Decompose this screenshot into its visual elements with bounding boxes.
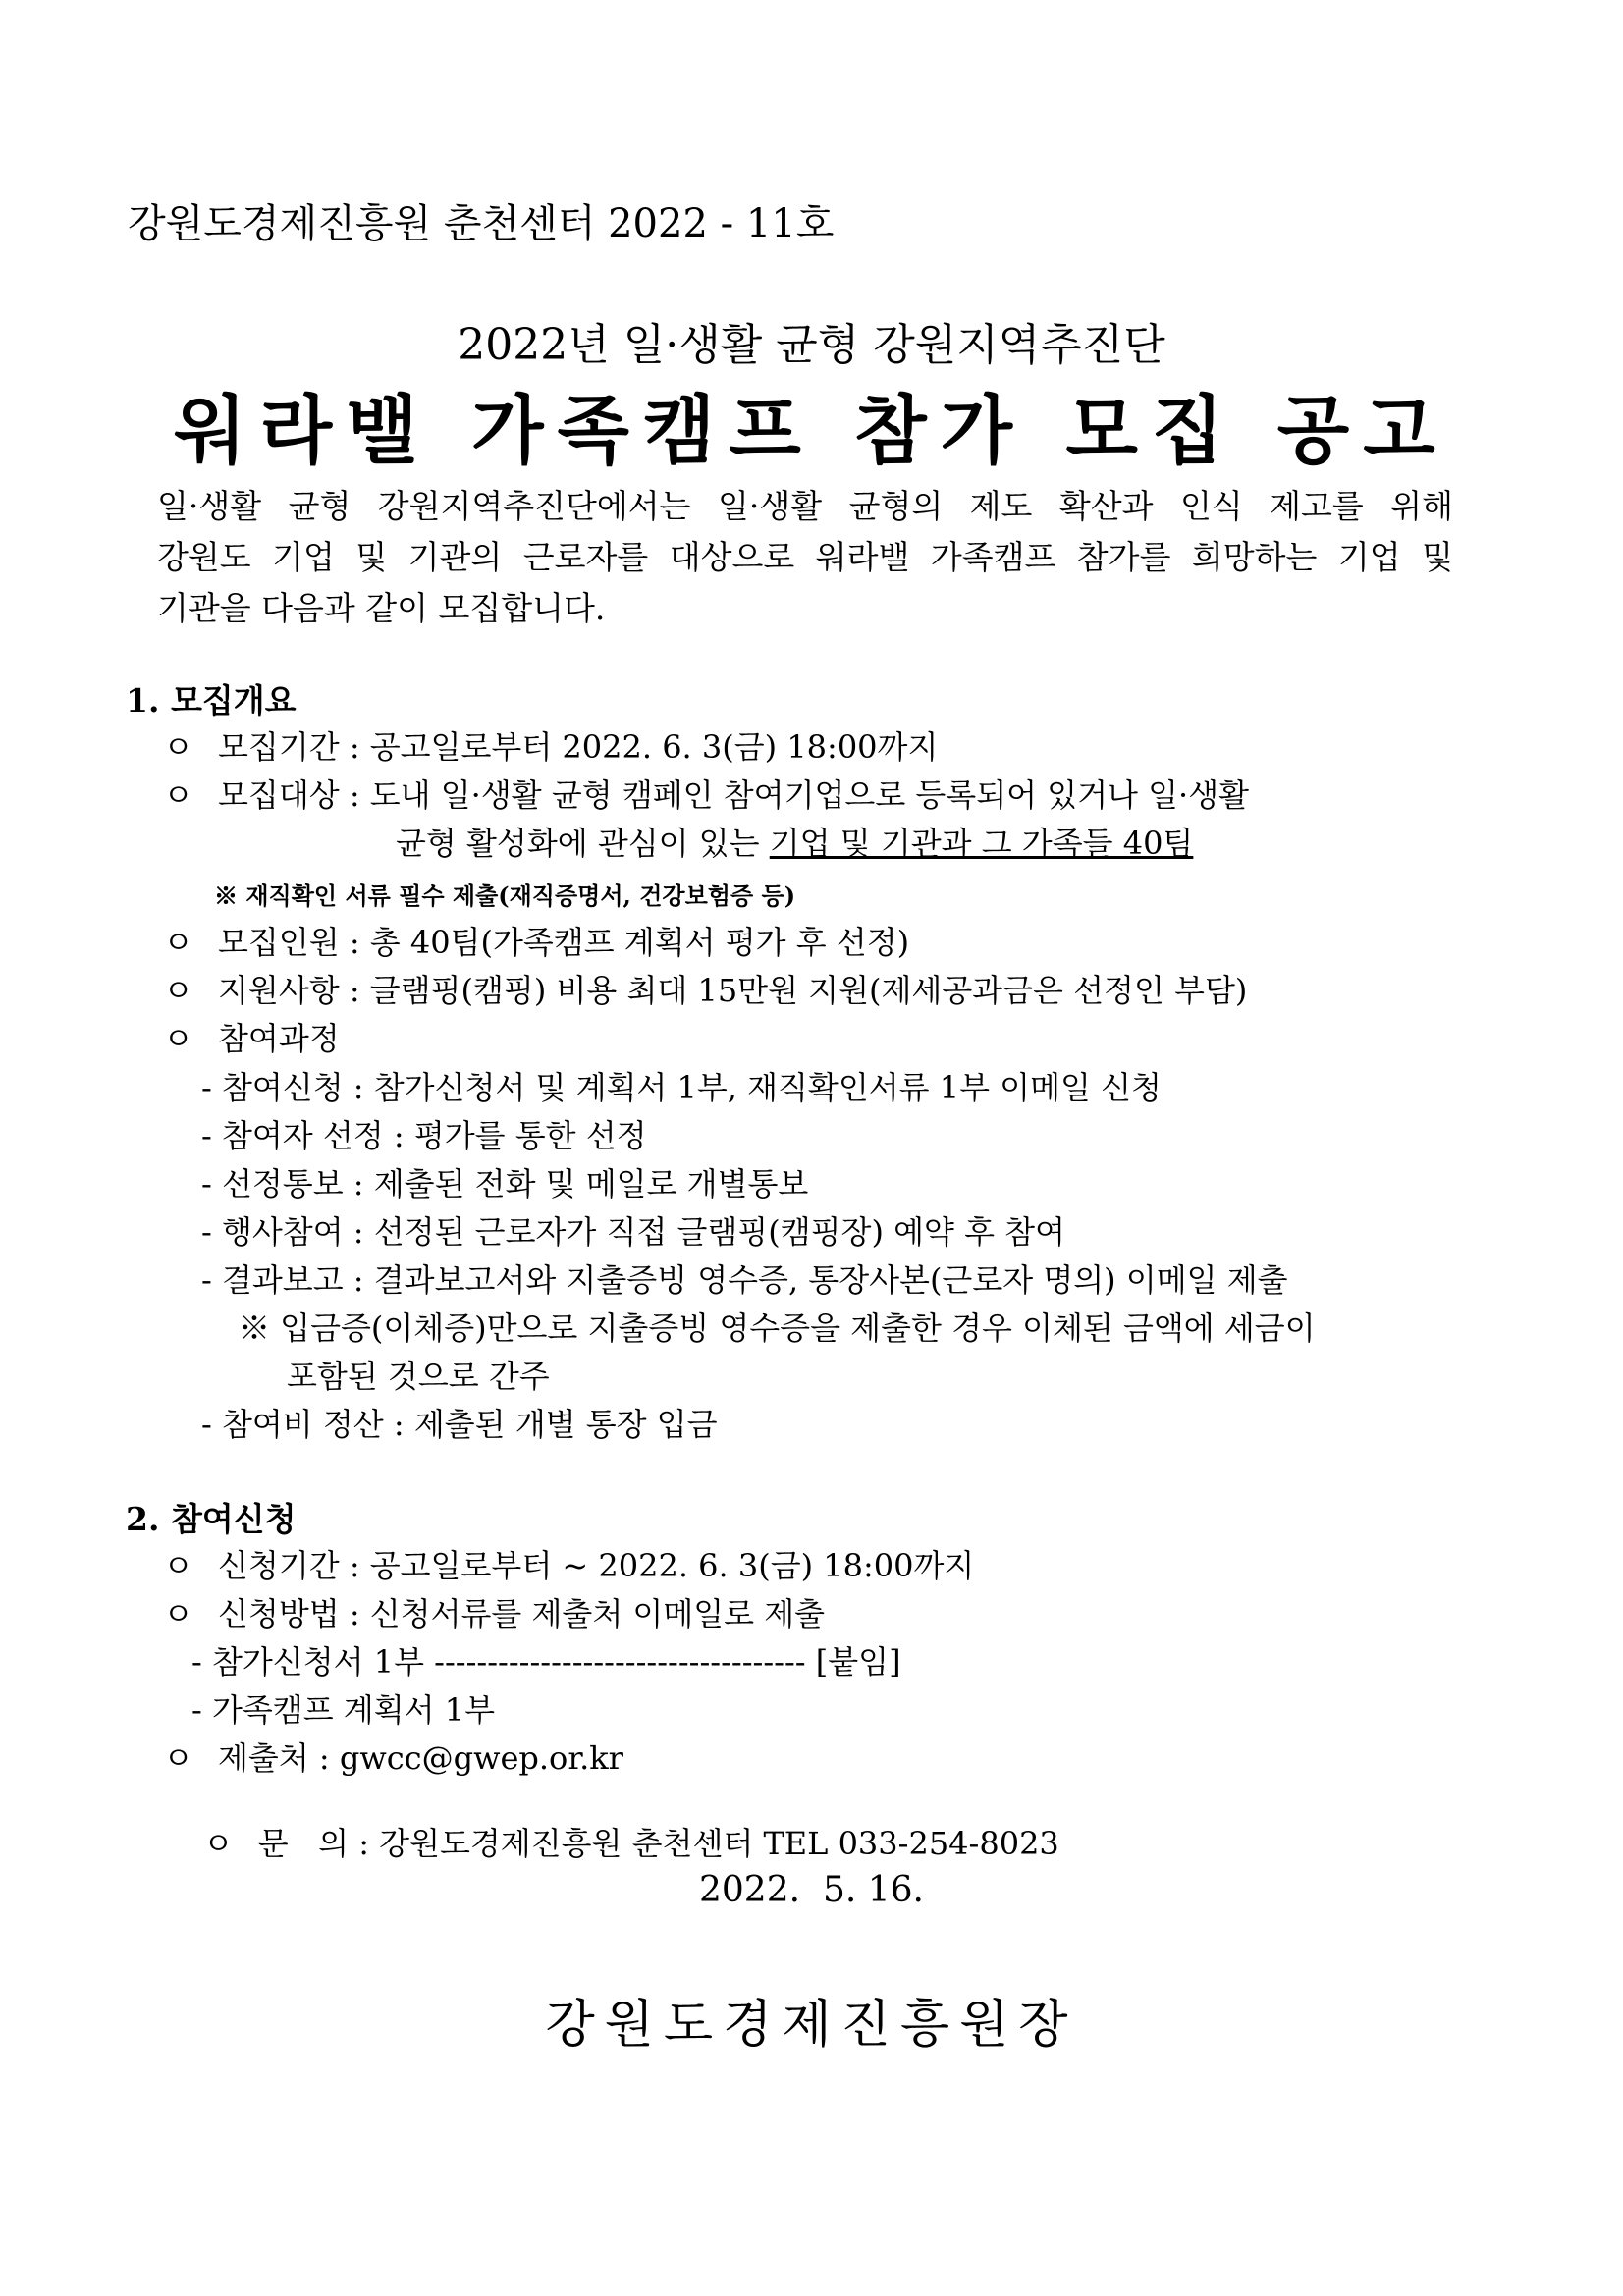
recruit-target-highlight: 기업 및 기관과 그 가족들 40팀	[769, 825, 1194, 862]
list-item	[163, 722, 938, 768]
bullet-circle: ㅇ	[163, 1547, 193, 1584]
required-docs-note: ※ 재직확인 서류 필수 제출(재직증명서, 건강보험증 등)	[214, 881, 796, 910]
list-item	[163, 966, 1247, 1011]
document-number: 강원도경제진흥원 춘천센터 2022 - 11호	[128, 201, 835, 246]
document-subtitle: 2022년 일·생활 균형 강원지역추진단	[458, 320, 1165, 370]
required-document: - 가족캠프 계획서 1부	[191, 1691, 495, 1729]
section-heading: 2. 참여신청	[126, 1500, 297, 1538]
list-item	[163, 918, 909, 963]
list-item	[163, 1589, 825, 1634]
process-item: - 참여자 선정 : 평가를 통한 선정	[201, 1117, 647, 1154]
list-item	[163, 771, 1249, 816]
bullet-circle: ㅇ	[202, 1825, 234, 1862]
issue-date: 2022. 5. 16.	[699, 1870, 924, 1910]
bullet-circle: ㅇ	[163, 776, 193, 814]
intro-line: 기관을 다음과 같이 모집합니다.	[157, 589, 606, 627]
document-title: 워라밸 가족캠프 참가 모집 공고	[174, 387, 1449, 474]
support-details: 지원사항 : 글램핑(캠핑) 비용 최대 15만원 지원(제세공과금은 선정인 부담)	[218, 972, 1248, 1009]
submission-email: 제출처 : gwcc@gwep.or.kr	[218, 1739, 623, 1777]
bullet-circle: ㅇ	[163, 1020, 193, 1057]
list-item	[163, 1734, 623, 1779]
recruit-target-text: 균형 활성화에 관심이 있는	[396, 825, 770, 862]
intro-paragraph	[157, 481, 1453, 634]
required-document: - 참가신청서 1부 ----------------------------------- [붙임]	[191, 1643, 901, 1681]
recruit-target-continued	[396, 819, 1193, 864]
process-item: - 참여신청 : 참가신청서 및 계획서 1부, 재직확인서류 1부 이메일 신청	[201, 1069, 1162, 1106]
process-item: - 결과보고 : 결과보고서와 지출증빙 영수증, 통장사본(근로자 명의) 이메일 제출	[201, 1261, 1288, 1299]
application-method: 신청방법 : 신청서류를 제출처 이메일로 제출	[218, 1595, 826, 1632]
bullet-circle: ㅇ	[163, 924, 193, 961]
recruit-period: 모집기간 : 공고일로부터 2022. 6. 3(금) 18:00까지	[218, 728, 939, 766]
bullet-circle: ㅇ	[163, 1739, 193, 1777]
list-item	[163, 1541, 974, 1586]
process-item: - 참여비 정산 : 제출된 개별 통장 입금	[201, 1406, 718, 1443]
bullet-circle: ㅇ	[163, 728, 193, 766]
result-note: ※ 입금증(이체증)만으로 지출증빙 영수증을 제출한 경우 이체된 금액에 세금이	[239, 1309, 1316, 1347]
recruit-target: 모집대상 : 도내 일·생활 균형 캠페인 참여기업으로 등록되어 있거나 일·생활	[218, 776, 1250, 814]
process-item: - 선정통보 : 제출된 전화 및 메일로 개별통보	[201, 1165, 809, 1202]
contact-info: 문 의 : 강원도경제진흥원 춘천센터 TEL 033-254-8023	[257, 1825, 1059, 1862]
intro-line: 강원도 기업 및 기관의 근로자를 대상으로 워라밸 가족캠프 참가를 희망하는 기업 및	[157, 538, 1453, 576]
list-item	[163, 1014, 340, 1059]
issuer-name: 강원도경제진흥원장	[545, 1996, 1078, 2055]
section-heading: 1. 모집개요	[126, 681, 297, 720]
application-period: 신청기간 : 공고일로부터 ~ 2022. 6. 3(금) 18:00까지	[218, 1547, 975, 1584]
result-note-continued: 포함된 것으로 간주	[287, 1358, 550, 1395]
process-label: 참여과정	[218, 1020, 340, 1057]
intro-line: 일·생활 균형 강원지역추진단에서는 일·생활 균형의 제도 확산과 인식 제고를 위해	[157, 487, 1453, 525]
process-item: - 행사참여 : 선정된 근로자가 직접 글램핑(캠핑장) 예약 후 참여	[201, 1213, 1065, 1251]
bullet-circle: ㅇ	[163, 972, 193, 1009]
recruit-count: 모집인원 : 총 40팀(가족캠프 계획서 평가 후 선정)	[218, 924, 910, 961]
bullet-circle: ㅇ	[163, 1595, 193, 1632]
